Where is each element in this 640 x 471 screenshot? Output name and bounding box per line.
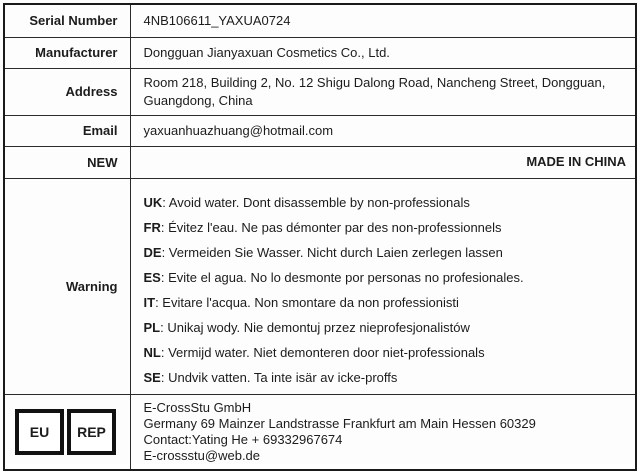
warning-line-uk: UK: Avoid water. Dont disassemble by non-professionals <box>143 194 470 210</box>
manufacturer-value: Dongguan Jianyaxuan Cosmetics Co., Ltd. <box>130 37 636 68</box>
eu-rep-company: E-CrossStu GmbH <box>143 399 252 415</box>
table-row-serial-number <box>4 4 636 37</box>
table-row-condition-origin <box>4 146 636 178</box>
email-label: Email <box>4 115 130 146</box>
warning-line-nl: NL: Vermijd water. Niet demonteren door niet-professionals <box>143 344 485 360</box>
eu-box: EU <box>15 409 64 455</box>
warning-label: Warning <box>4 178 130 394</box>
warning-line-de: DE: Vermeiden Sie Wasser. Nicht durch Laien zerlegen lassen <box>143 244 503 260</box>
email-value: yaxuanhuazhuang@hotmail.com <box>130 115 636 146</box>
eu-rep-mark-cell <box>4 394 130 470</box>
warning-line-it: IT: Evitare l'acqua. Non smontare da non professionisti <box>143 294 459 310</box>
new-condition-label: NEW <box>4 146 130 178</box>
table-row-email <box>4 115 636 146</box>
serial-number-label: Serial Number <box>4 4 130 37</box>
table-row-address <box>4 68 636 115</box>
eu-rep-address: Germany 69 Mainzer Landstrasse Frankfurt am Main Hessen 60329 <box>143 415 536 431</box>
serial-number-value: 4NB106611_YAXUA0724 <box>130 4 636 37</box>
warning-line-se: SE: Undvik vatten. Ta inte isär av icke-proffs <box>143 369 398 385</box>
eu-rep-contact: Contact:Yating He + 69332967674 <box>143 431 343 447</box>
manufacturer-label: Manufacturer <box>4 37 130 68</box>
eu-rep-mark-icon <box>15 409 130 455</box>
rep-box: REP <box>67 409 116 455</box>
table-row-eu-rep <box>4 394 636 470</box>
address-value: Room 218, Building 2, No. 12 Shigu Dalong Road, Nancheng Street, Dongguan, Guangdong, China <box>130 68 636 115</box>
label-table <box>3 3 637 471</box>
table-row-manufacturer <box>4 37 636 68</box>
warning-line-es: ES: Evite el agua. No lo desmonte por personas no profesionales. <box>143 269 524 285</box>
address-label: Address <box>4 68 130 115</box>
warning-line-fr: FR: Évitez l'eau. Ne pas démonter par des non-professionnels <box>143 219 502 235</box>
table-row-warning <box>4 178 636 394</box>
made-in-china-label: MADE IN CHINA <box>130 146 636 178</box>
eu-rep-contact-block <box>130 394 636 470</box>
eu-rep-email: E-crossstu@web.de <box>143 447 261 463</box>
warning-line-pl: PL: Unikaj wody. Nie demontuj przez nieprofesjonalistów <box>143 319 470 335</box>
warning-text-block <box>130 178 636 394</box>
